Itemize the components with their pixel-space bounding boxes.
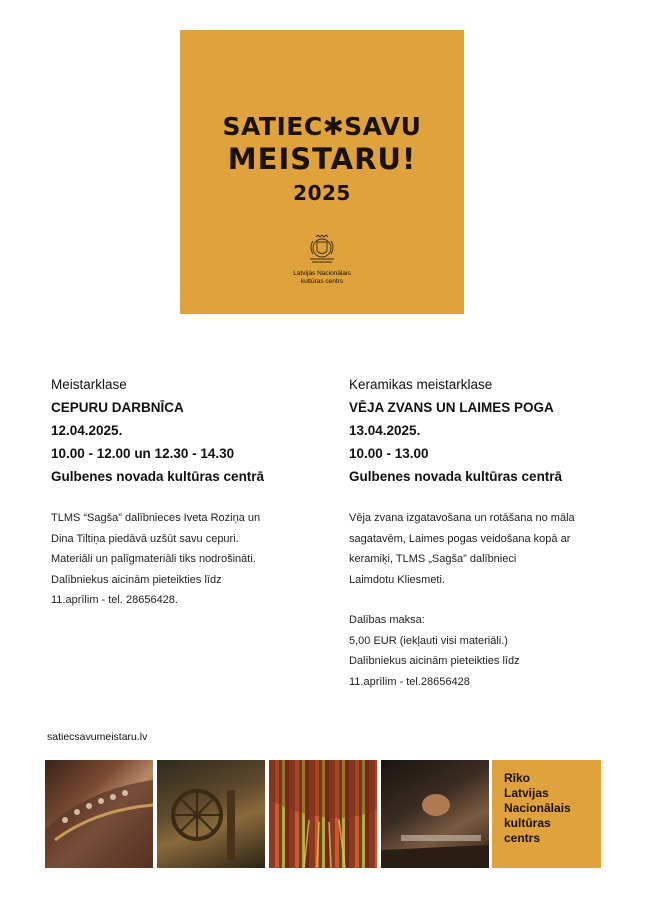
event-description: TLMS “Sagša” dalībnieces Iveta Roziņa un Dina Tiltiņa piedāvā uzšūt savu cepuri. Materiāli un palīgmateriāli tiks nodrošināti. Dalībniekus aicinām pieteikties līdz 11.aprīlim - tel. 28656428. bbox=[51, 512, 261, 606]
event-date: 12.04.2025. bbox=[51, 423, 123, 438]
event-right bbox=[349, 373, 619, 692]
event-place: Gulbenes novada kultūras centrā bbox=[349, 469, 563, 484]
logo-year: 2025 bbox=[293, 181, 351, 205]
event-logo bbox=[180, 30, 464, 314]
photo-craftsman bbox=[381, 760, 489, 868]
organisation-name: Latvijas Nacionālais kultūras centrs bbox=[293, 270, 351, 285]
event-type: Meistarklase bbox=[51, 377, 127, 392]
organizer-text: Rīko Latvijas Nacionālais kultūras centrs bbox=[504, 771, 571, 845]
logo-line-1: SATIEC✱SAVU bbox=[222, 112, 422, 141]
organizer-box bbox=[492, 760, 601, 868]
event-left bbox=[51, 373, 321, 611]
logo-line-2: MEISTARU! bbox=[227, 142, 417, 176]
photo-spinning-wheel bbox=[157, 760, 265, 868]
coat-of-arms-icon bbox=[304, 233, 340, 267]
photo-headdress bbox=[45, 760, 153, 868]
event-date: 13.04.2025. bbox=[349, 423, 421, 438]
photo-woven-fabric bbox=[269, 760, 377, 868]
event-type: Keramikas meistarklase bbox=[349, 377, 493, 392]
event-time: 10.00 - 13.00 bbox=[349, 446, 429, 461]
event-place: Gulbenes novada kultūras centrā bbox=[51, 469, 265, 484]
event-title: CEPURU DARBNĪCA bbox=[51, 400, 184, 415]
website-link[interactable]: satiecsavumeistaru.lv bbox=[47, 731, 148, 743]
event-title: VĒJA ZVANS UN LAIMES POGA bbox=[349, 400, 554, 415]
event-description: Vēja zvana izgatavošana un rotāšana no māla sagatavēm, Laimes pogas veidošana kopā ar keramiķi, TLMS „Sagša” dalībnieci Laimdotu Kliesmeti. Dalības maksa: 5,00 EUR (iekļauti visi materiāli.) Dalībniekus aicinām pieteikties līdz 11.aprīlim - tel.28656428 bbox=[349, 512, 575, 688]
event-time: 10.00 - 12.00 un 12.30 - 14.30 bbox=[51, 446, 235, 461]
